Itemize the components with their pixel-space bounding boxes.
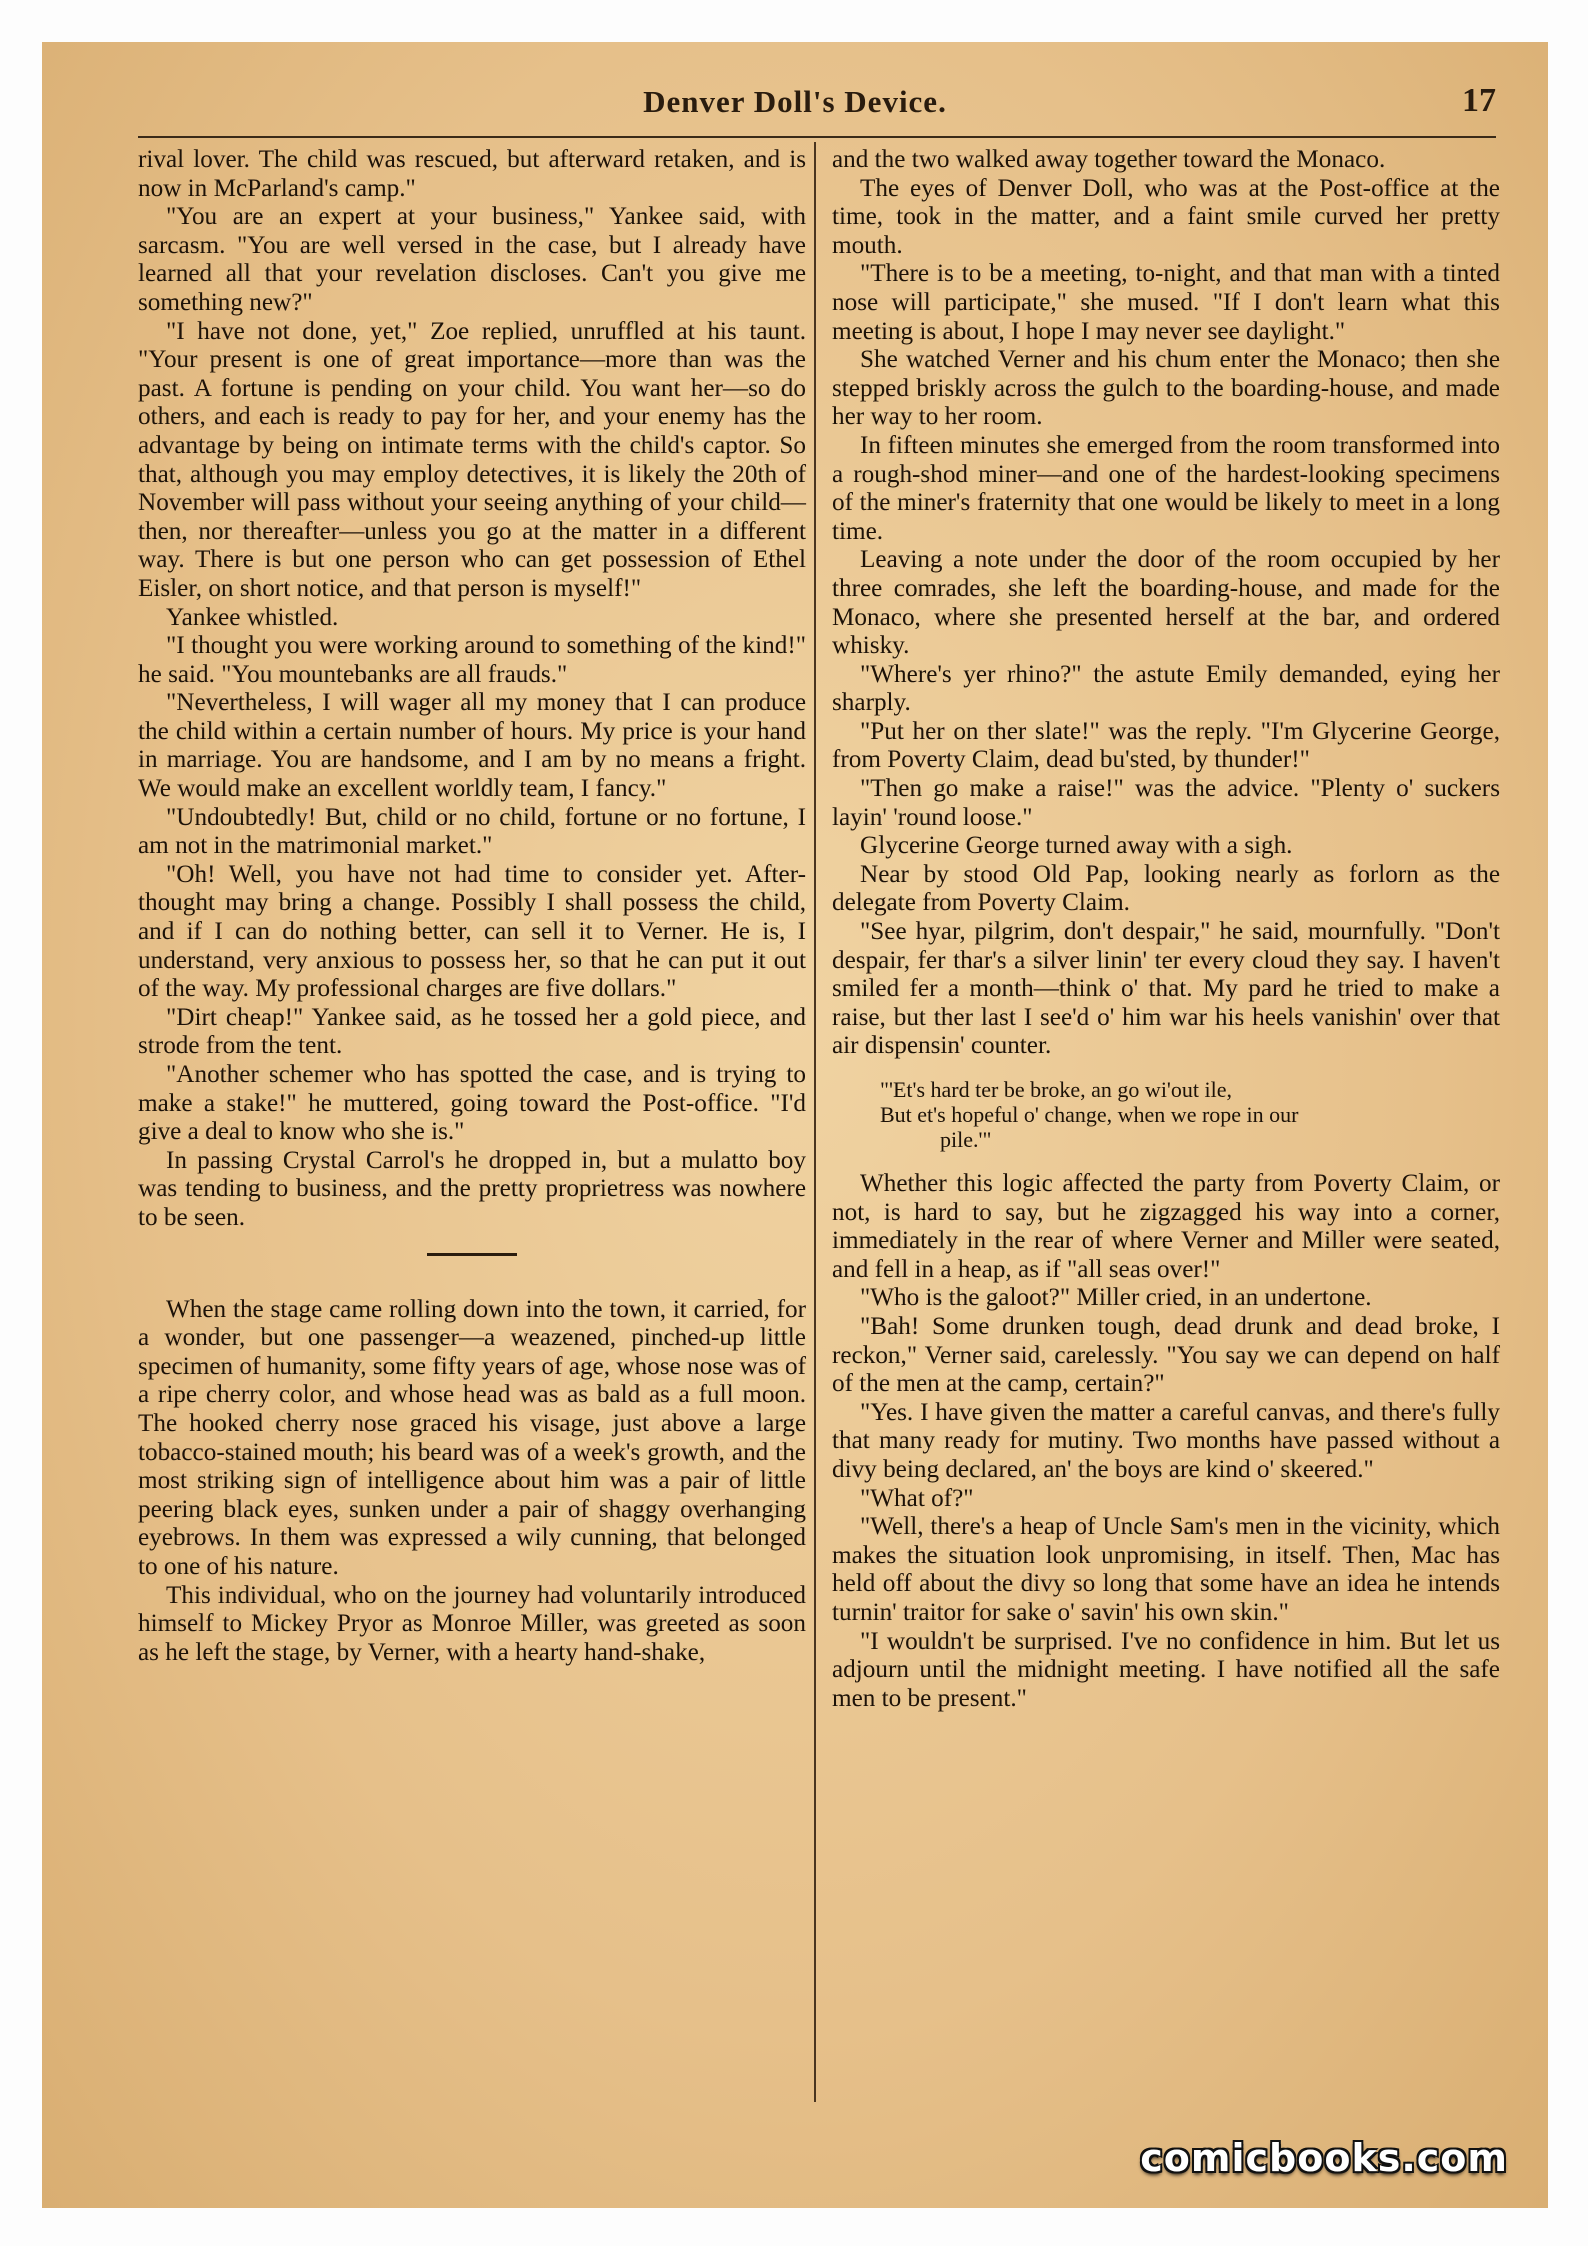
running-header	[42, 62, 1548, 122]
magazine-page	[42, 42, 1548, 2208]
paragraph: Glycerine George turned away with a sigh.	[860, 832, 1293, 860]
paragraph: In passing Crystal Carrol's he dropped in, but a mulatto boy was tending to business, and the pretty proprietress was nowhere to be seen.	[138, 1146, 806, 1231]
paragraph: When the stage came rolling down into the town, it carried, for a wonder, but one passenger—a weazened, pinched-up little specimen of humanity, some fifty years of age, whose nose was of a ripe cherry color, and whose head was as bald as a full moon. The hooked cherry nose graced his visage, just above a large tobacco-stained mouth; his beard was of a week's growth, and the most striking sign of intelligence about him was a pair of little peering black eyes, sunken under a pair of shaggy overhanging eyebrows. In them was expressed a wily cunning, that belonged to one of his nature.	[138, 1295, 806, 1580]
verse-line: "'Et's hard ter be broke, an go wi'out ile,	[880, 1077, 1232, 1102]
left-column	[138, 146, 806, 1667]
header-rule	[138, 136, 1496, 138]
paragraph: "Another schemer who has spotted the case, and is trying to make a stake!" he muttered, going toward the Post-office. "I'd give a deal to know who she is."	[138, 1061, 806, 1146]
paragraph: The eyes of Denver Doll, who was at the Post-office at the time, took in the matter, and a faint smile curved her pretty mouth.	[832, 174, 1500, 259]
page-title: Denver Doll's Device.	[643, 84, 947, 119]
right-column	[832, 146, 1500, 1713]
paragraph: "Then go make a raise!" was the advice. "Plenty o' suckers layin' 'round loose."	[832, 775, 1500, 831]
paragraph: In fifteen minutes she emerged from the room transformed into a rough-shod miner—and one of the hardest-looking specimens of the miner's fraternity that one would be likely to meet in a long time.	[832, 431, 1500, 545]
paragraph: and the two walked away together toward the Monaco.	[832, 146, 1386, 173]
watermark-logo: comicbooks.com	[1140, 2136, 1508, 2180]
verse-line: But et's hopeful o' change, when we rope in our	[880, 1102, 1299, 1127]
paragraph: "Bah! Some drunken tough, dead drunk and dead broke, I reckon," Verner said, carelessly. "You say we can depend on half of the men at the camp, certain?"	[832, 1312, 1500, 1398]
page-number: 17	[1462, 82, 1496, 119]
paragraph: She watched Verner and his chum enter the Monaco; then she stepped briskly across the gulch to the boarding-house, and made her way to her room.	[832, 346, 1500, 431]
paragraph: "I have not done, yet," Zoe replied, unruffled at his taunt. "Your present is one of great importance—more than was the past. A fortune is pending on your child. You want her—so do others, and each is ready to pay for her, and your enemy has the advantage by being on intimate terms with the child's captor. So that, although you may employ detectives, it is likely the 20th of November will pass without your seeing anything of your child—then, nor thereafter—unless you go at the matter in a different way. There is but one person who can get possession of Ethel Eisler, on short notice, and that person is myself!"	[138, 317, 806, 602]
paragraph: "Who is the galoot?" Miller cried, in an undertone.	[860, 1284, 1372, 1312]
paragraph: Whether this logic affected the party from Poverty Claim, or not, is hard to say, but he zigzagged his way into a corner, immediately in the rear of where Verner and Miller were seated, and fell in a heap, as if "all seas over!"	[832, 1170, 1500, 1283]
verse-quote	[832, 1077, 1500, 1152]
paragraph: Near by stood Old Pap, looking nearly as forlorn as the delegate from Poverty Claim.	[832, 860, 1500, 917]
paragraph: "There is to be a meeting, to-night, and that man with a tinted nose will participate," she mused. "If I don't learn what this meeting is about, I hope I may never see daylight."	[832, 260, 1500, 345]
paragraph: "Where's yer rhino?" the astute Emily demanded, eying her sharply.	[832, 660, 1500, 717]
paragraph: "Yes. I have given the matter a careful canvas, and there's fully that many ready for mutiny. Two months have passed without a divy being declared, an' the boys are kind o' skeered."	[832, 1398, 1500, 1483]
paragraph: Yankee whistled.	[166, 603, 339, 631]
paragraph: rival lover. The child was rescued, but afterward retaken, and is now in McParland's camp."	[138, 146, 806, 202]
paragraph: "Well, there's a heap of Uncle Sam's men in the vicinity, which makes the situation look unpromising, in itself. Then, Mac has held off about the divy so long that some have an idea he intends turnin' traitor for sake o' savin' his own skin."	[832, 1513, 1500, 1626]
paragraph: "What of?"	[860, 1484, 974, 1512]
paragraph: "Dirt cheap!" Yankee said, as he tossed her a gold piece, and strode from the tent.	[138, 1003, 806, 1060]
section-divider	[427, 1253, 517, 1256]
paragraph: Leaving a note under the door of the room occupied by her three comrades, she left the boarding-house, and made for the Monaco, where she presented herself at the bar, and ordered whisky.	[832, 546, 1500, 660]
paragraph: "You are an expert at your business," Yankee said, with sarcasm. "You are well versed in the case, but I already have learned all that your revelation discloses. Can't you give me something new?"	[138, 203, 806, 316]
paragraph: "Undoubtedly! But, child or no child, fortune or no fortune, I am not in the matrimonial market."	[138, 803, 806, 860]
column-divider	[814, 142, 816, 2102]
paragraph: "I wouldn't be surprised. I've no confidence in him. But let us adjourn until the midnight meeting. I have notified all the safe men to be present."	[832, 1627, 1500, 1712]
paragraph: "Nevertheless, I will wager all my money that I can produce the child within a certain number of hours. My price is your hand in marriage. You are handsome, and I am by no means a fright. We would make an excellent worldly team, I fancy."	[138, 689, 806, 803]
paragraph: This individual, who on the journey had voluntarily introduced himself to Mickey Pryor as Monroe Miller, was greeted as soon as he left the stage, by Verner, with a hearty hand-shake,	[138, 1581, 806, 1666]
paragraph: "Oh! Well, you have not had time to consider yet. After-thought may bring a change. Possibly I shall possess the child, and if I can do nothing better, can sell it to Verner. He is, I understand, very anxious to possess her, so that he can put it out of the way. My professional charges are five dollars."	[138, 860, 806, 1003]
verse-line: pile.'"	[940, 1127, 992, 1152]
paragraph: "Put her on ther slate!" was the reply. "I'm Glycerine George, from Poverty Claim, dead bu'sted, by thunder!"	[832, 717, 1500, 774]
paragraph: "I thought you were working around to something of the kind!" he said. "You mountebanks are all frauds."	[138, 632, 806, 688]
paragraph: "See hyar, pilgrim, don't despair," he said, mournfully. "Don't despair, fer thar's a silver linin' ter every cloud they say. I haven't smiled fer a month—think o' that. My pard he tried to make a raise, but ther last I see'd o' him war his heels vanishin' over that air dispensin' counter.	[832, 918, 1500, 1060]
